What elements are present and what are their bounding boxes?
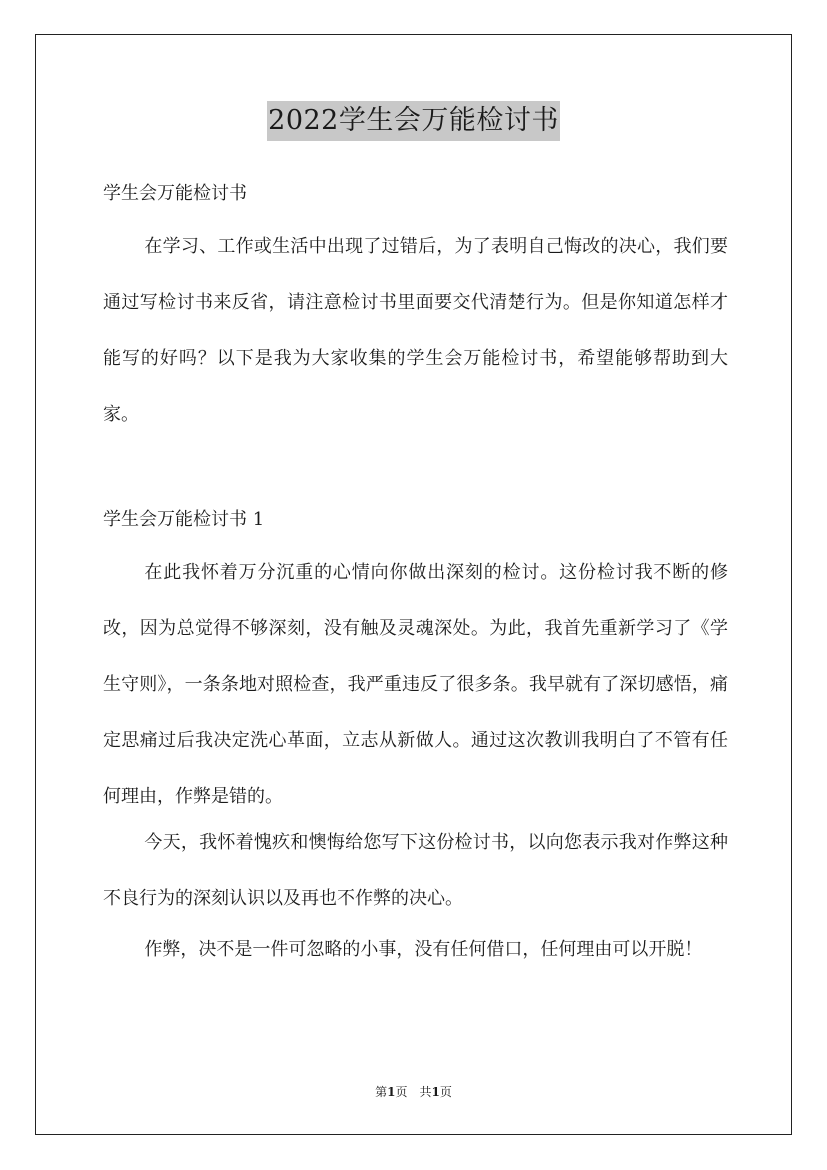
document-title: 2022学生会万能检讨书 <box>267 101 560 141</box>
footer-page-prefix: 第 <box>375 1085 388 1099</box>
footer-page-mid: 页 共 <box>395 1085 432 1099</box>
footer-page-suffix: 页 <box>439 1085 452 1099</box>
page-footer <box>0 1084 827 1100</box>
intro-heading: 学生会万能检讨书 <box>103 183 247 204</box>
footer-page-total: 1 <box>431 1085 440 1099</box>
title-container <box>0 101 827 141</box>
intro-paragraph: 在学习、工作或生活中出现了过错后，为了表明自己悔改的决心，我们要通过写检讨书来反省，请注意检讨书里面要交代清楚行为。但是你知道怎样才能写的好吗？以下是我为大家收集的学生会万能检讨书，希望能够帮助到大家。 <box>103 236 728 425</box>
section-1-paragraph-1: 在此我怀着万分沉重的心情向你做出深刻的检讨。这份检讨我不断的修改，因为总觉得不够深刻，没有触及灵魂深处。为此，我首先重新学习了《学生守则》，一条条地对照检查，我严重违反了很多条。我早就有了深切感悟，痛定思痛过后我决定洗心革面，立志从新做人。通过这次教训我明白了不管有任何理由，作弊是错的。 <box>103 562 728 807</box>
section-1-heading: 学生会万能检讨书 1 <box>103 509 265 530</box>
footer-page-current: 1 <box>387 1085 396 1099</box>
section-1-paragraph-2: 今天，我怀着愧疚和懊悔给您写下这份检讨书，以向您表示我对作弊这种不良行为的深刻认识以及再也不作弊的决心。 <box>103 832 728 909</box>
section-1-paragraph-3: 作弊，决不是一件可忽略的小事，没有任何借口，任何理由可以开脱！ <box>144 939 703 960</box>
